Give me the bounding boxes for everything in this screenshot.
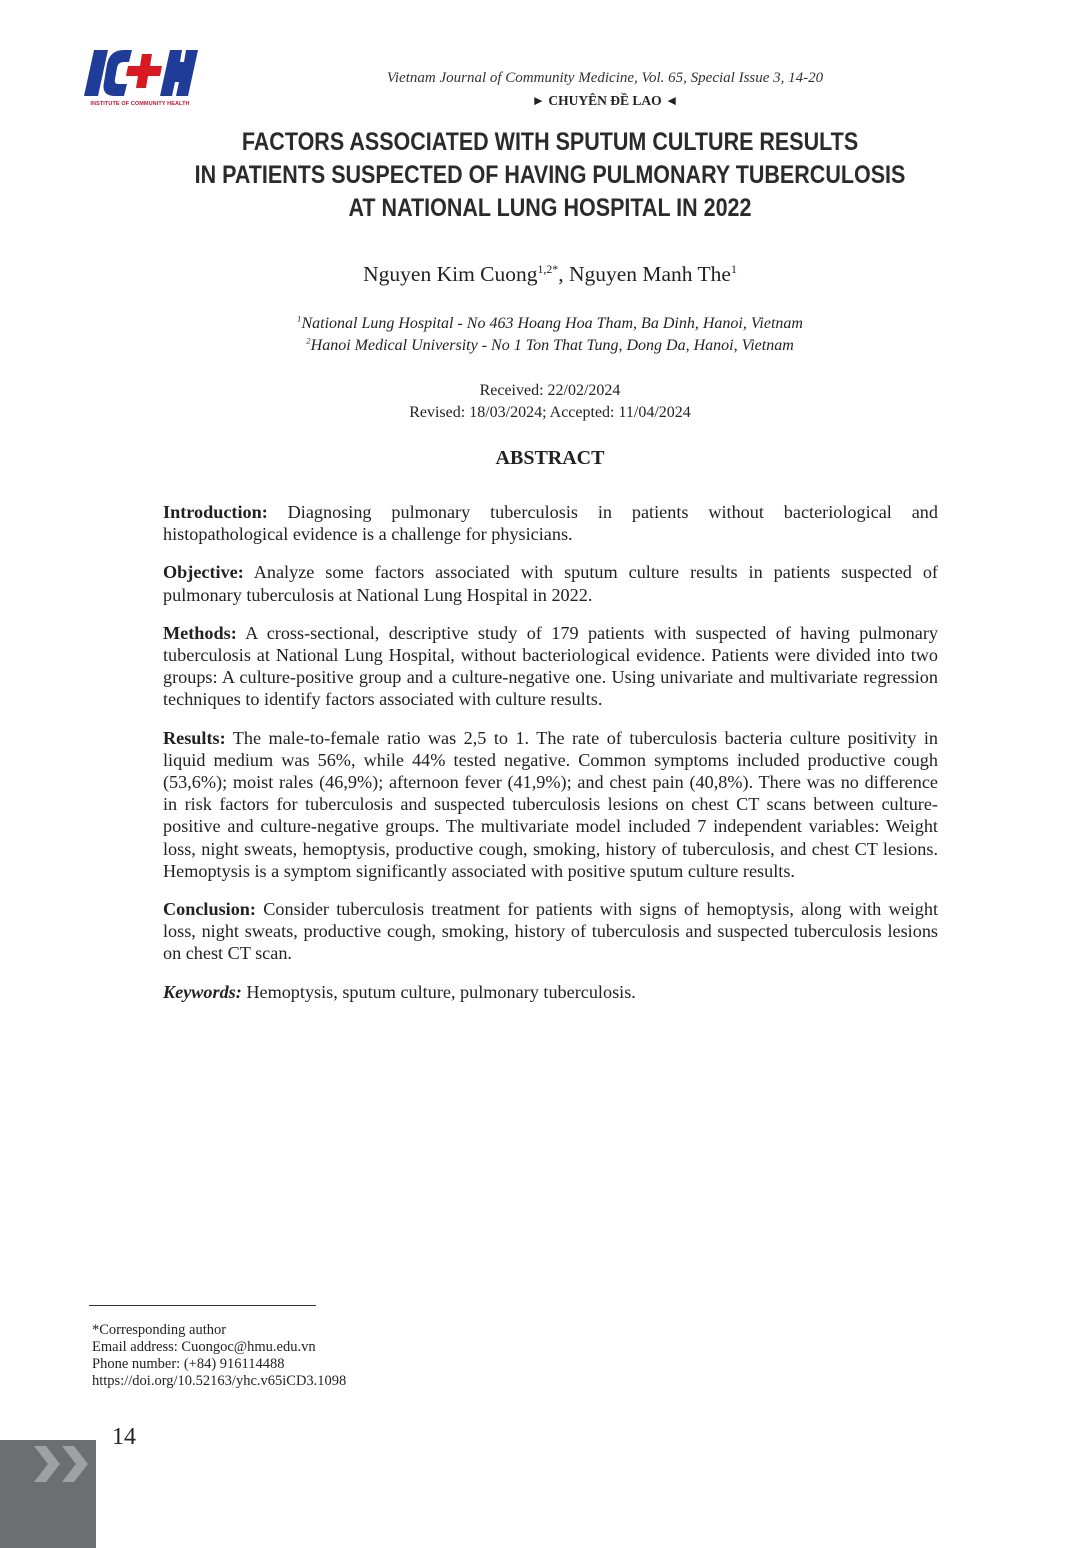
affiliation-number: 2 [306,335,311,346]
author-affiliation-marker: 1,2* [537,261,559,276]
author-name: Nguyen Manh The [568,262,731,286]
affiliation-text: National Lung Hospital - No 463 Hoang Hoa Tham, Ba Dinh, Hanoi, Vietnam [301,315,803,332]
author-list [150,262,950,287]
email-line: Email address: Cuongoc@hmu.edu.vn [92,1339,316,1355]
author-affiliation-marker: 1 [730,261,737,276]
footnote-divider [89,1305,316,1306]
revised-accepted-dates: Revised: 18/03/2024; Accepted: 11/04/2024 [409,404,691,421]
section-label: Introduction: [163,502,268,522]
double-chevron-icon [32,1444,94,1484]
abstract-conclusion [163,898,938,965]
page-number: 14 [112,1424,136,1450]
abstract-keywords [163,981,938,1003]
author-separator: , [558,262,569,286]
abstract-results [163,727,938,882]
abstract-methods [163,622,938,711]
affiliation-item [150,335,950,357]
affiliation-text: Hanoi Medical University - No 1 Ton That Tung, Dong Da, Hanoi, Vietnam [310,337,794,354]
keywords-text: Hemoptysis, sputum culture, pulmonary tuberculosis. [241,981,636,1002]
affiliation-number: 1 [297,313,302,324]
logo-caption: INSTITUTE OF COMMUNITY HEALTH [90,101,190,107]
phone-line: Phone number: (+84) 916114488 [92,1356,285,1372]
corresponding-author-note: *Corresponding author [92,1322,227,1338]
section-label: ► CHUYÊN ĐỀ LAO ◄ [531,93,679,108]
footnote [92,1322,592,1390]
section-text: A cross-sectional, descriptive study of 179 patients with suspected of having pulmonary tuberculosis at National Lung Hospital, without bacteriological evidence. Patients were divided into two groups: A culture-positive group and a culture-negative one. Using univariate and multivariate regression techniques to identify factors associated with culture results. [163,622,938,710]
title-line-1: FACTORS ASSOCIATED WITH SPUTUM CULTURE RESULTS [241,128,859,156]
abstract-introduction [163,501,938,545]
section-label: Methods: [163,622,237,643]
author-name: Nguyen Kim Cuong [363,262,538,286]
section-text: The male-to-female ratio was 2,5 to 1. The rate of tuberculosis bacteria culture positivity in liquid medium was 56%, while 44% tested negative. Common symptoms included productive cough (53,6%); moist rales (46,9%); afternoon fever (41,9%); and chest pain (40,8%). There was no difference in risk factors for tuberculosis and suspected tuberculosis lesions on chest CT scans between culture-positive and culture-negative groups. The multivariate model included 7 independent variables: Weight loss, night sweats, hemoptysis, productive cough, smoking, history of tuberculosis, and chest CT lesions. Hemoptysis is a symptom significantly associated with positive sputum culture results. [163,727,938,881]
abstract-objective [163,561,938,605]
abstract-heading: ABSTRACT [495,447,605,469]
submission-dates [150,380,950,424]
ich-logo-icon [84,44,198,100]
section-text: Diagnosing pulmonary tuberculosis in patients without bacteriological and histopathological evidence is a challenge for physicians. [163,502,938,545]
section-text: Consider tuberculosis treatment for patients with signs of hemoptysis, along with weight loss, night sweats, productive cough, smoking, history of tuberculosis and suspected tuberculosis lesions on chest CT scan. [163,899,938,964]
keywords-label: Keywords: [163,981,242,1002]
section-label: Conclusion: [163,899,256,920]
paper-title [189,126,911,225]
section-label: Objective: [163,562,244,583]
page-tab [0,1440,96,1548]
title-line-2: IN PATIENTS SUSPECTED OF HAVING PULMONARY TUBERCULOSIS [194,161,906,189]
section-label: Results: [163,727,226,748]
abstract-body [163,501,938,1019]
received-date: Received: 22/02/2024 [479,382,621,399]
title-line-3: AT NATIONAL LUNG HOSPITAL IN 2022 [348,194,752,222]
journal-citation: Vietnam Journal of Community Medicine, Vol. 65, Special Issue 3, 14-20 [386,70,824,86]
affiliations [150,313,950,357]
section-text: Analyze some factors associated with sputum culture results in patients suspected of pulmonary tuberculosis at National Lung Hospital in 2022. [163,562,938,605]
journal-logo [84,44,198,108]
doi-link[interactable]: https://doi.org/10.52163/yhc.v65iCD3.1098 [92,1373,347,1389]
affiliation-item [150,313,950,335]
